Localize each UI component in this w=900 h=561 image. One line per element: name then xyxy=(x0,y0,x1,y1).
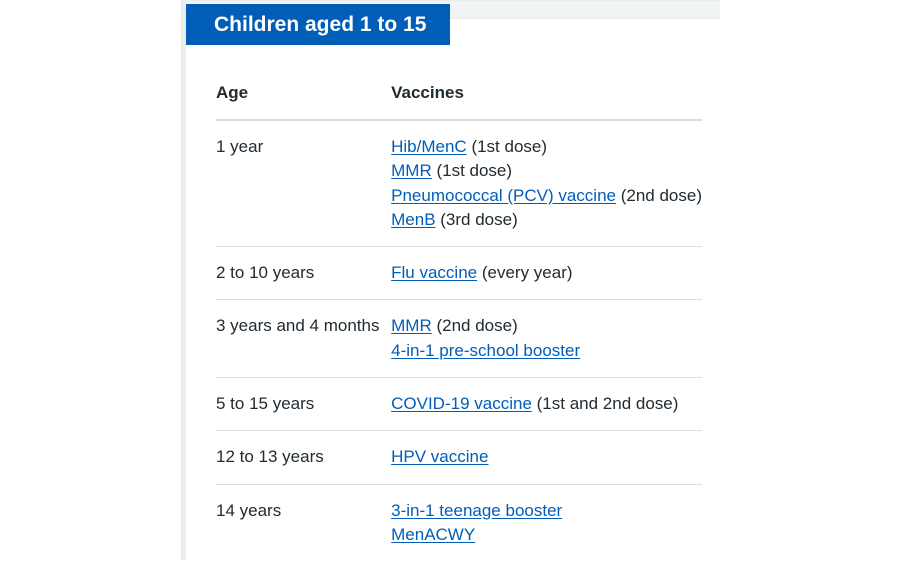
vaccination-table xyxy=(216,66,702,561)
dose-note: (1st dose) xyxy=(431,161,513,181)
vaccine-entry xyxy=(391,499,702,523)
dose-note: (1st dose) xyxy=(466,137,548,156)
age-cell: 3 years and 4 months xyxy=(216,300,391,378)
age-cell: 12 to 13 years xyxy=(216,431,391,484)
vaccine-link-flu[interactable]: Flu vaccine xyxy=(391,263,478,283)
dose-note: (3rd dose) xyxy=(435,209,518,229)
vaccine-link-pneumococcal[interactable]: Pneumococcal (PCV) vaccine xyxy=(391,185,616,205)
vaccines-cell xyxy=(391,484,702,561)
vaccine-link-hpv[interactable]: HPV vaccine xyxy=(391,447,489,467)
vaccines-cell xyxy=(391,300,702,378)
vaccine-entry xyxy=(391,208,702,232)
vaccines-column-header: Vaccines xyxy=(391,66,702,120)
table-row xyxy=(216,431,702,484)
age-cell: 14 years xyxy=(216,500,282,520)
age-cell: 1 year xyxy=(216,120,391,247)
vaccine-link-4-in-1-preschool-booster[interactable]: 4-in-1 pre-school booster xyxy=(391,340,581,360)
section-heading: Children aged 1 to 15 xyxy=(186,4,450,45)
vaccine-link-menb[interactable]: MenB xyxy=(391,209,436,229)
dose-note: (2nd dose) xyxy=(431,316,518,336)
vaccines-cell xyxy=(391,247,702,300)
vaccine-link-mmr[interactable]: MMR xyxy=(391,316,432,336)
vaccine-entry xyxy=(391,135,702,159)
vaccines-cell xyxy=(391,378,702,431)
vaccine-entry xyxy=(391,339,702,363)
age-cell: 2 to 10 years xyxy=(216,247,391,300)
vaccine-entry xyxy=(391,392,702,416)
vaccines-cell xyxy=(391,431,702,484)
vaccine-link-covid-19[interactable]: COVID-19 vaccine xyxy=(391,394,532,414)
vaccine-link-menacwy[interactable]: MenACWY xyxy=(391,524,476,544)
table-header-row xyxy=(216,66,702,120)
table-row xyxy=(216,247,702,300)
table-row xyxy=(216,300,702,378)
dose-note: (2nd dose) xyxy=(616,185,702,205)
dose-note: (every year) xyxy=(477,263,573,283)
table-row xyxy=(216,378,702,431)
vaccines-cell xyxy=(391,120,702,247)
vaccine-entry xyxy=(391,445,702,469)
dose-note: (1st and 2nd dose) xyxy=(531,394,679,414)
vaccine-entry xyxy=(391,314,702,338)
vaccine-link-hib-menc[interactable]: Hib/MenC xyxy=(391,137,467,156)
vaccine-entry xyxy=(391,159,702,183)
table-row xyxy=(216,120,702,247)
vaccine-entry xyxy=(391,184,702,208)
vaccine-entry xyxy=(391,523,702,547)
age-cell: 5 to 15 years xyxy=(216,378,391,431)
vaccine-link-mmr[interactable]: MMR xyxy=(391,161,432,181)
table-row xyxy=(216,484,702,561)
vaccine-entry xyxy=(391,261,702,285)
vaccine-link-3-in-1-teenage-booster[interactable]: 3-in-1 teenage booster xyxy=(391,500,563,520)
age-column-header: Age xyxy=(216,66,391,120)
